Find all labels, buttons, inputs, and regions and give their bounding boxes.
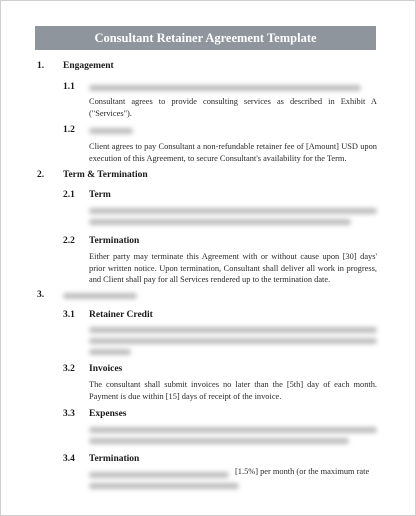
subsection-title: Termination: [89, 454, 140, 464]
paragraph: Client agrees to pay Consultant a non-refundable retainer fee of [Amount] USD upon execution of this Agreement, to secure Consultant's availability for the Term.: [89, 142, 377, 163]
subsection-number: 3.3: [63, 409, 75, 419]
paragraph: Consultant agrees to provide consulting services as described in Exhibit A ("Services").: [89, 97, 377, 118]
redacted-text: [89, 219, 351, 225]
redacted-text: [89, 327, 377, 333]
subsection-number: 2.1: [63, 190, 75, 200]
section-number: 3.: [37, 290, 45, 300]
subsection-number: 1.2: [63, 125, 75, 135]
redacted-text: [89, 483, 239, 489]
paragraph: [1.5%] per month (or the maximum rate: [235, 467, 370, 476]
redacted-text: [89, 427, 377, 433]
redacted-heading: [89, 128, 133, 134]
subsection-title: Invoices: [89, 364, 123, 374]
subsection-number: 3.1: [63, 310, 75, 320]
document-title: Consultant Retainer Agreement Template: [35, 26, 376, 50]
section-title: Engagement: [63, 61, 114, 71]
redacted-text: [89, 438, 349, 444]
subsection-title: Retainer Credit: [89, 310, 153, 320]
subsection-title: Termination: [89, 236, 140, 246]
redacted-text: [89, 208, 377, 214]
paragraph: The consultant shall submit invoices no later than the [5th] day of each month. Payment is due within [15] days of receipt of the invoice.: [89, 380, 377, 401]
section-number: 1.: [37, 61, 45, 71]
paragraph: Either party may terminate this Agreement with or without cause upon [30] days' prior written notice. Upon termination, Consultant shall deliver all work in progress, and Client shall pay for all Services rendered up to the termination date.: [89, 252, 377, 285]
subsection-number: 1.1: [63, 82, 75, 92]
subsection-title: Expenses: [89, 409, 127, 419]
section-number: 2.: [37, 170, 45, 180]
redacted-heading: [63, 293, 137, 299]
section-title: Term & Termination: [63, 170, 148, 180]
redacted-text: [89, 349, 131, 355]
redacted-text: [89, 338, 377, 344]
subsection-number: 3.4: [63, 454, 75, 464]
subsection-number: 2.2: [63, 236, 75, 246]
redacted-text: [89, 472, 229, 478]
subsection-number: 3.2: [63, 364, 75, 374]
redacted-heading: [89, 85, 361, 91]
subsection-title: Term: [89, 190, 111, 200]
